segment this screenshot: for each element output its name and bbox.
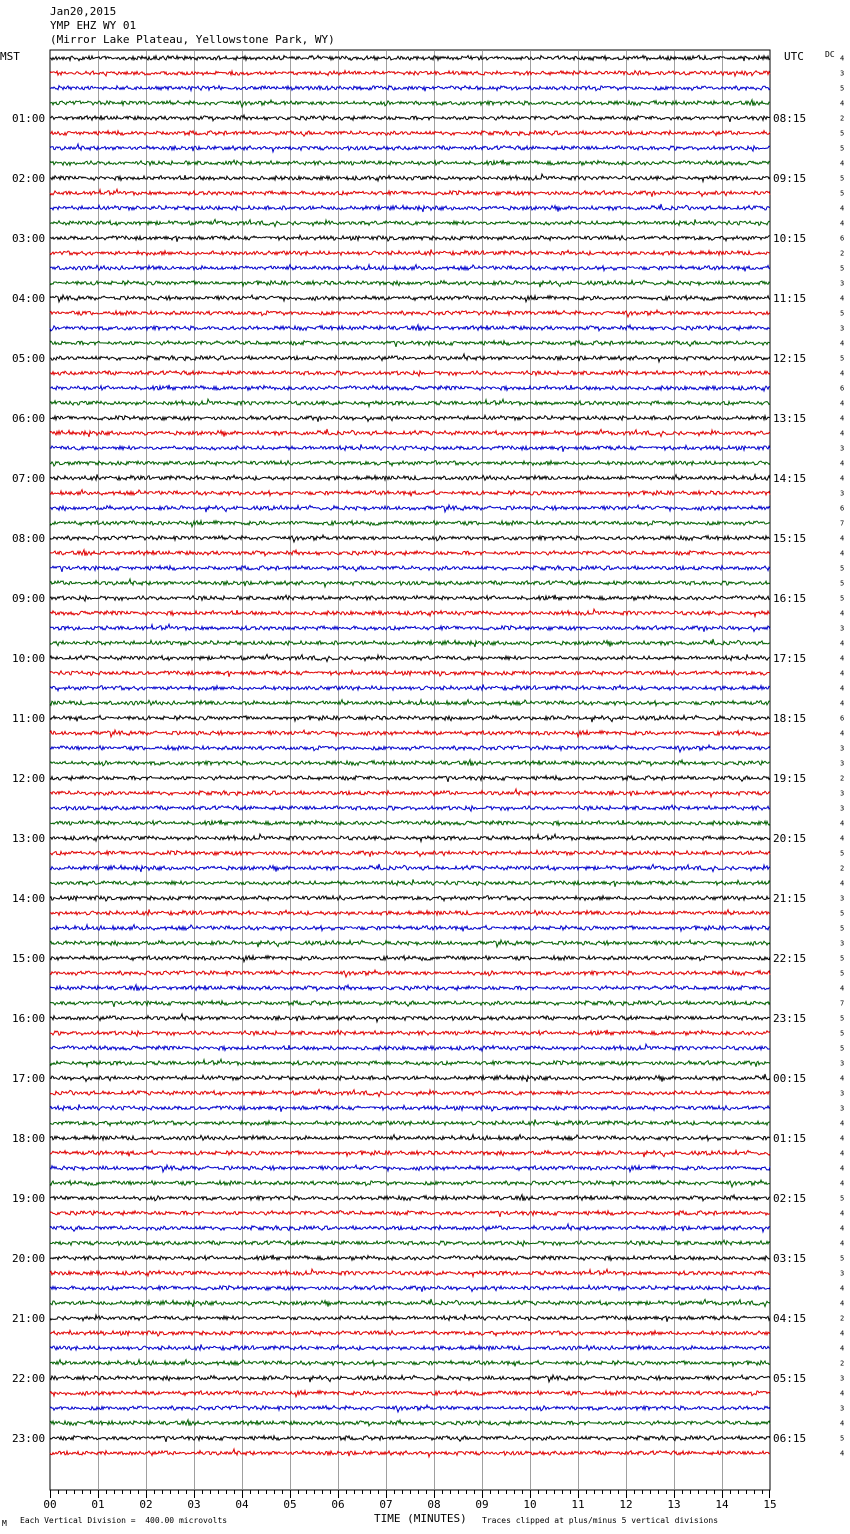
clip-note: Traces clipped at plus/minus 5 vertical divisions bbox=[482, 1516, 719, 1525]
dc-offset-value: 4 bbox=[840, 1329, 845, 1338]
hour-label-mst: 22:00 bbox=[12, 1372, 46, 1385]
seismic-trace bbox=[50, 461, 770, 466]
seismic-trace bbox=[50, 715, 770, 722]
seismic-trace bbox=[50, 579, 770, 587]
dc-offset-value: 3 bbox=[840, 1374, 845, 1383]
seismic-trace bbox=[50, 1344, 770, 1350]
x-tick-label: 07 bbox=[379, 1498, 393, 1511]
seismic-trace bbox=[50, 204, 770, 212]
seismic-trace bbox=[50, 1449, 770, 1457]
hour-label-utc: 11:15 bbox=[773, 292, 807, 305]
seismic-trace bbox=[50, 100, 770, 107]
x-tick-label: 15 bbox=[763, 1498, 777, 1511]
dc-offset-value: 3 bbox=[840, 804, 845, 813]
dc-offset-value: 4 bbox=[840, 54, 845, 63]
hour-label-utc: 22:15 bbox=[773, 952, 807, 965]
seismic-trace bbox=[50, 1360, 770, 1367]
dc-offset-value: 4 bbox=[840, 684, 845, 693]
seismic-trace bbox=[50, 265, 770, 272]
seismic-trace bbox=[50, 370, 770, 376]
dc-offset-value: 4 bbox=[840, 534, 845, 543]
seismic-trace bbox=[50, 144, 770, 152]
seismic-trace bbox=[50, 566, 770, 572]
hour-label-utc: 13:15 bbox=[773, 412, 807, 425]
plot-date: Jan20,2015 bbox=[50, 5, 117, 18]
dc-offset-value: 4 bbox=[840, 474, 845, 483]
dc-offset-value: 4 bbox=[840, 429, 845, 438]
x-tick-label: 09 bbox=[475, 1498, 489, 1511]
dc-offset-value: 7 bbox=[840, 519, 845, 528]
dc-offset-value: 4 bbox=[840, 1074, 845, 1083]
dc-offset-value: 5 bbox=[840, 1254, 845, 1263]
dc-offset-value: 6 bbox=[840, 714, 845, 723]
footer-mark: M bbox=[2, 1519, 7, 1528]
seismic-trace bbox=[50, 1014, 770, 1022]
seismic-trace bbox=[50, 684, 770, 690]
seismic-trace bbox=[50, 1240, 770, 1246]
dc-offset-value: 3 bbox=[840, 789, 845, 798]
dc-offset-value: 4 bbox=[840, 1164, 845, 1173]
dc-offset-value: 4 bbox=[840, 609, 845, 618]
dc-offset-value: 4 bbox=[840, 1299, 845, 1308]
hour-label-mst: 04:00 bbox=[12, 292, 46, 305]
x-tick-label: 12 bbox=[619, 1498, 633, 1511]
dc-offset-value: 2 bbox=[840, 774, 845, 783]
hour-label-mst: 11:00 bbox=[12, 712, 46, 725]
hour-label-mst: 17:00 bbox=[12, 1072, 46, 1085]
hour-label-utc: 03:15 bbox=[773, 1252, 807, 1265]
dc-offset-value: 5 bbox=[840, 969, 845, 978]
x-tick-label: 10 bbox=[523, 1498, 537, 1511]
dc-offset-value: 5 bbox=[840, 309, 845, 318]
seismic-trace bbox=[50, 249, 770, 255]
seismic-trace bbox=[50, 1074, 770, 1082]
vertical-scale-note: Each Vertical Division = 400.00 microvolts bbox=[20, 1516, 228, 1525]
seismic-trace bbox=[50, 820, 770, 826]
dc-offset-value: 3 bbox=[840, 1104, 845, 1113]
dc-offset-value: 4 bbox=[840, 1389, 845, 1398]
dc-offset-value: 3 bbox=[840, 324, 845, 333]
dc-offset-value: 5 bbox=[840, 954, 845, 963]
hour-label-mst: 15:00 bbox=[12, 952, 46, 965]
seismic-trace bbox=[50, 415, 770, 422]
hour-label-mst: 06:00 bbox=[12, 412, 46, 425]
dc-offset-value: 3 bbox=[840, 1089, 845, 1098]
seismic-trace bbox=[50, 985, 770, 991]
dc-offset-value: 4 bbox=[840, 1284, 845, 1293]
hour-label-utc: 12:15 bbox=[773, 352, 807, 365]
seismic-trace bbox=[50, 654, 770, 661]
seismic-trace bbox=[50, 1224, 770, 1232]
dc-offset-value: 4 bbox=[840, 639, 845, 648]
dc-offset-value: 2 bbox=[840, 864, 845, 873]
x-tick-label: 02 bbox=[139, 1498, 153, 1511]
hour-label-utc: 20:15 bbox=[773, 832, 807, 845]
hour-label-utc: 14:15 bbox=[773, 472, 807, 485]
dc-offset-value: 5 bbox=[840, 189, 845, 198]
seismic-trace bbox=[50, 280, 770, 287]
seismic-trace bbox=[50, 909, 770, 915]
hour-label-mst: 12:00 bbox=[12, 772, 46, 785]
seismic-trace bbox=[50, 879, 770, 886]
dc-offset-value: 4 bbox=[840, 654, 845, 663]
dc-offset-value: 5 bbox=[840, 264, 845, 273]
seismic-trace bbox=[50, 505, 770, 512]
dc-offset-value: 5 bbox=[840, 849, 845, 858]
hour-label-utc: 02:15 bbox=[773, 1192, 807, 1205]
seismic-trace bbox=[50, 1150, 770, 1157]
seismic-trace bbox=[50, 896, 770, 901]
dc-offset-value: 2 bbox=[840, 1359, 845, 1368]
hour-label-mst: 10:00 bbox=[12, 652, 46, 665]
hour-label-utc: 17:15 bbox=[773, 652, 807, 665]
dc-offset-value: 3 bbox=[840, 939, 845, 948]
hour-label-mst: 09:00 bbox=[12, 592, 46, 605]
dc-offset-value: 6 bbox=[840, 384, 845, 393]
x-tick-label: 01 bbox=[91, 1498, 105, 1511]
dc-offset-value: 2 bbox=[840, 1314, 845, 1323]
seismic-trace bbox=[50, 490, 770, 497]
seismic-trace bbox=[50, 160, 770, 166]
dc-offset-value: 3 bbox=[840, 1059, 845, 1068]
dc-offset-value: 4 bbox=[840, 1209, 845, 1218]
seismic-trace bbox=[50, 1391, 770, 1397]
seismic-trace bbox=[50, 1269, 770, 1276]
seismic-trace bbox=[50, 71, 770, 77]
seismic-trace bbox=[50, 970, 770, 977]
seismic-trace bbox=[50, 1195, 770, 1201]
hour-label-utc: 08:15 bbox=[773, 112, 807, 125]
seismic-trace bbox=[50, 940, 770, 947]
dc-offset-value: 4 bbox=[840, 1239, 845, 1248]
hour-label-utc: 00:15 bbox=[773, 1072, 807, 1085]
seismic-trace bbox=[50, 1255, 770, 1261]
seismic-trace bbox=[50, 235, 770, 241]
x-tick-label: 14 bbox=[715, 1498, 729, 1511]
dc-offset-value: 6 bbox=[840, 234, 845, 243]
dc-offset-value: 5 bbox=[840, 564, 845, 573]
x-tick-label: 03 bbox=[187, 1498, 201, 1511]
dc-offset-value: 4 bbox=[840, 339, 845, 348]
x-axis-title: TIME (MINUTES) bbox=[374, 1512, 467, 1525]
seismic-trace bbox=[50, 341, 770, 347]
seismic-trace bbox=[50, 789, 770, 797]
dc-offset-value: 5 bbox=[840, 1014, 845, 1023]
dc-offset-value: 5 bbox=[840, 1194, 845, 1203]
hour-label-utc: 21:15 bbox=[773, 892, 807, 905]
dc-offset-value: 3 bbox=[840, 744, 845, 753]
x-tick-label: 11 bbox=[571, 1498, 585, 1511]
hour-label-utc: 23:15 bbox=[773, 1012, 807, 1025]
seismic-trace bbox=[50, 760, 770, 766]
dc-offset-value: 4 bbox=[840, 1119, 845, 1128]
seismic-trace bbox=[50, 1420, 770, 1426]
dc-offset-value: 3 bbox=[840, 279, 845, 288]
dc-offset-value: 4 bbox=[840, 369, 845, 378]
dc-offset-value: 4 bbox=[840, 699, 845, 708]
hour-label-utc: 15:15 bbox=[773, 532, 807, 545]
dc-offset-value: 4 bbox=[840, 834, 845, 843]
seismic-trace bbox=[50, 1211, 770, 1217]
dc-offset-value: 4 bbox=[840, 99, 845, 108]
seismic-trace bbox=[50, 1030, 770, 1036]
hour-label-utc: 04:15 bbox=[773, 1312, 807, 1325]
dc-offset-value: 3 bbox=[840, 759, 845, 768]
hour-label-mst: 03:00 bbox=[12, 232, 46, 245]
hour-label-mst: 02:00 bbox=[12, 172, 46, 185]
seismic-trace bbox=[50, 115, 770, 122]
x-tick-label: 08 bbox=[427, 1498, 441, 1511]
dc-offset-value: 4 bbox=[840, 159, 845, 168]
x-tick-label: 06 bbox=[331, 1498, 345, 1511]
seismic-trace bbox=[50, 1285, 770, 1292]
seismic-trace bbox=[50, 834, 770, 841]
hour-label-utc: 01:15 bbox=[773, 1132, 807, 1145]
seismic-trace bbox=[50, 55, 770, 61]
seismic-trace bbox=[50, 745, 770, 752]
seismic-trace bbox=[50, 609, 770, 616]
x-tick-label: 04 bbox=[235, 1498, 249, 1511]
seismic-trace bbox=[50, 776, 770, 782]
seismic-trace bbox=[50, 1299, 770, 1307]
hour-label-utc: 19:15 bbox=[773, 772, 807, 785]
seismic-trace bbox=[50, 700, 770, 706]
hour-label-utc: 18:15 bbox=[773, 712, 807, 725]
hour-label-mst: 21:00 bbox=[12, 1312, 46, 1325]
hour-label-utc: 09:15 bbox=[773, 172, 807, 185]
dc-offset-value: 4 bbox=[840, 669, 845, 678]
dc-offset-value: 5 bbox=[840, 909, 845, 918]
seismic-trace bbox=[50, 1001, 770, 1007]
dc-offset-value: 5 bbox=[840, 1434, 845, 1443]
seismic-trace bbox=[50, 1180, 770, 1187]
dc-offset-value: 4 bbox=[840, 1344, 845, 1353]
dc-offset-value: 4 bbox=[840, 1134, 845, 1143]
x-tick-label: 00 bbox=[43, 1498, 57, 1511]
x-tick-label: 13 bbox=[667, 1498, 681, 1511]
seismic-trace bbox=[50, 670, 770, 676]
seismic-trace bbox=[50, 295, 770, 302]
seismic-trace bbox=[50, 444, 770, 451]
station-location: (Mirror Lake Plateau, Yellowstone Park, WY) bbox=[50, 33, 335, 46]
dc-offset-value: 4 bbox=[840, 1224, 845, 1233]
dc-offset-value: 4 bbox=[840, 549, 845, 558]
dc-offset-value: 4 bbox=[840, 1179, 845, 1188]
seismic-trace bbox=[50, 174, 770, 181]
dc-offset-value: 3 bbox=[840, 489, 845, 498]
dc-offset-value: 3 bbox=[840, 1269, 845, 1278]
seismic-trace bbox=[50, 1044, 770, 1051]
station-code: YMP EHZ WY 01 bbox=[50, 19, 137, 32]
dc-offset-value: 5 bbox=[840, 129, 845, 138]
dc-offset-value: 4 bbox=[840, 729, 845, 738]
dc-offset-value: 4 bbox=[840, 219, 845, 228]
seismic-trace bbox=[50, 1104, 770, 1111]
seismic-trace bbox=[50, 624, 770, 632]
dc-offset-value: 3 bbox=[840, 444, 845, 453]
seismic-trace bbox=[50, 189, 770, 197]
seismic-trace bbox=[50, 521, 770, 527]
dc-offset-value: 6 bbox=[840, 504, 845, 513]
dc-offset-value: 4 bbox=[840, 819, 845, 828]
dc-offset-value: 4 bbox=[840, 459, 845, 468]
seismic-trace bbox=[50, 1135, 770, 1141]
seismic-trace bbox=[50, 1375, 770, 1382]
seismic-trace bbox=[50, 399, 770, 406]
dc-offset-value: 4 bbox=[840, 204, 845, 213]
hour-label-mst: 18:00 bbox=[12, 1132, 46, 1145]
seismic-trace bbox=[50, 131, 770, 137]
dc-offset-value: 3 bbox=[840, 624, 845, 633]
seismic-trace bbox=[50, 925, 770, 932]
dc-offset-value: 4 bbox=[840, 1449, 845, 1458]
hour-label-utc: 16:15 bbox=[773, 592, 807, 605]
seismic-trace bbox=[50, 1405, 770, 1412]
hour-label-mst: 05:00 bbox=[12, 352, 46, 365]
dc-offset-value: 4 bbox=[840, 984, 845, 993]
seismic-trace bbox=[50, 535, 770, 542]
dc-offset-value: 4 bbox=[840, 879, 845, 888]
dc-offset-value: 2 bbox=[840, 114, 845, 123]
dc-offset-value: 5 bbox=[840, 1044, 845, 1053]
right-timezone-label: UTC bbox=[784, 50, 804, 63]
dc-offset-value: 3 bbox=[840, 1404, 845, 1413]
seismic-trace bbox=[50, 805, 770, 811]
seismic-trace bbox=[50, 325, 770, 331]
hour-label-mst: 23:00 bbox=[12, 1432, 46, 1445]
seismic-trace bbox=[50, 86, 770, 92]
seismic-trace bbox=[50, 1089, 770, 1096]
seismic-trace bbox=[50, 1330, 770, 1336]
seismic-trace bbox=[50, 864, 770, 872]
seismic-trace bbox=[50, 850, 770, 857]
hour-label-mst: 16:00 bbox=[12, 1012, 46, 1025]
hour-label-utc: 06:15 bbox=[773, 1432, 807, 1445]
seismic-trace bbox=[50, 595, 770, 601]
dc-offset-value: 2 bbox=[840, 249, 845, 258]
seismic-trace bbox=[50, 429, 770, 437]
dc-offset-value: 4 bbox=[840, 1149, 845, 1158]
hour-label-mst: 14:00 bbox=[12, 892, 46, 905]
dc-offset-value: 4 bbox=[840, 399, 845, 408]
dc-offset-value: 5 bbox=[840, 924, 845, 933]
seismic-trace bbox=[50, 1059, 770, 1067]
seismic-trace bbox=[50, 1165, 770, 1172]
dc-offset-value: 5 bbox=[840, 144, 845, 153]
seismic-trace bbox=[50, 956, 770, 962]
seismic-trace bbox=[50, 1314, 770, 1321]
seismic-trace bbox=[50, 550, 770, 556]
hour-label-mst: 07:00 bbox=[12, 472, 46, 485]
hour-label-mst: 01:00 bbox=[12, 112, 46, 125]
seismic-trace bbox=[50, 219, 770, 226]
dc-offset-value: 3 bbox=[840, 69, 845, 78]
dc-offset-value: 5 bbox=[840, 594, 845, 603]
dc-offset-value: 5 bbox=[840, 1029, 845, 1038]
x-tick-label: 05 bbox=[283, 1498, 297, 1511]
dc-offset-value: 3 bbox=[840, 894, 845, 903]
seismic-trace bbox=[50, 474, 770, 480]
hour-label-utc: 05:15 bbox=[773, 1372, 807, 1385]
seismic-trace bbox=[50, 1436, 770, 1442]
dc-offset-value: 4 bbox=[840, 414, 845, 423]
hour-label-mst: 13:00 bbox=[12, 832, 46, 845]
dc-offset-header: DC bbox=[825, 50, 835, 59]
dc-offset-value: 4 bbox=[840, 1419, 845, 1428]
hour-label-mst: 19:00 bbox=[12, 1192, 46, 1205]
dc-offset-value: 5 bbox=[840, 579, 845, 588]
hour-label-utc: 10:15 bbox=[773, 232, 807, 245]
seismic-trace bbox=[50, 1119, 770, 1125]
dc-offset-value: 5 bbox=[840, 354, 845, 363]
hour-label-mst: 08:00 bbox=[12, 532, 46, 545]
dc-offset-value: 5 bbox=[840, 84, 845, 93]
dc-offset-value: 4 bbox=[840, 294, 845, 303]
left-timezone-label: MST bbox=[0, 50, 20, 63]
hour-label-mst: 20:00 bbox=[12, 1252, 46, 1265]
seismic-trace bbox=[50, 385, 770, 391]
seismic-trace bbox=[50, 354, 770, 362]
dc-offset-value: 5 bbox=[840, 174, 845, 183]
dc-offset-value: 7 bbox=[840, 999, 845, 1008]
seismic-trace bbox=[50, 639, 770, 647]
seismic-trace bbox=[50, 730, 770, 737]
seismic-trace bbox=[50, 310, 770, 317]
